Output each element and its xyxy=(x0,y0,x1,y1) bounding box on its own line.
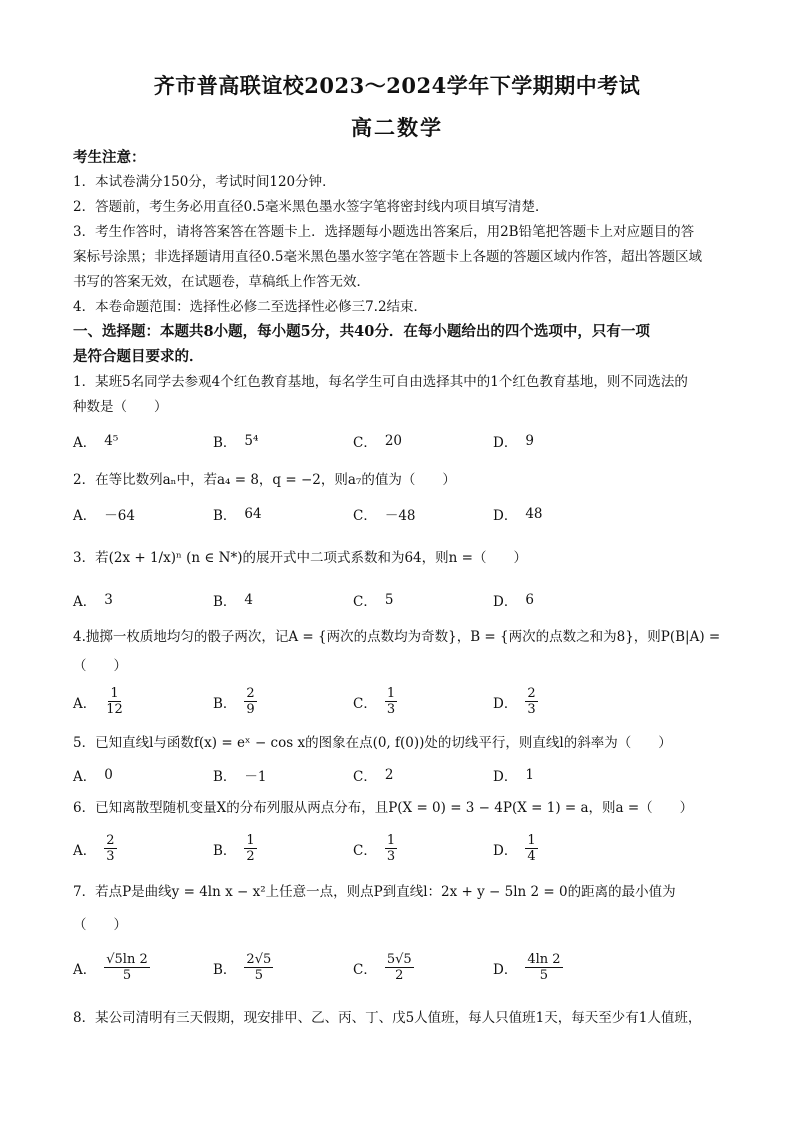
option-d[interactable]: D． 1 xyxy=(493,767,534,785)
question-8-stem: 8．某公司清明有三天假期，现安排甲、乙、丙、丁、戊5人值班，每人只值班1天，每天至少有1人值班， xyxy=(73,1010,702,1026)
option-text: 2 xyxy=(384,767,394,783)
option-text: 5 xyxy=(384,592,394,608)
option-d[interactable]: D． 48 xyxy=(493,506,543,524)
option-c[interactable]: C． 20 xyxy=(353,433,403,451)
question-4-stem: 4.抛掷一枚质地均匀的骰子两次，记A = {两次的点数均为奇数}，B = {两次的点数之和为8}，则P(B|A) = xyxy=(73,629,721,645)
option-text: 4 xyxy=(244,592,254,608)
option-a[interactable]: A． $\frac{2}{3}$ xyxy=(73,833,115,864)
option-a[interactable]: A． 3 xyxy=(73,592,113,610)
question-6-options xyxy=(73,833,724,869)
option-text: 9 xyxy=(525,433,534,449)
question-6-stem: 6．已知离散型随机变量X的分布列服从两点分布，且P(X = 0) = 3 − 4P(X = 1) = a，则a =（ ） xyxy=(73,800,694,816)
question-3-stem: 3．若(2x + 1/x)ⁿ (n ∈ N*)的展开式中二项式系数和为64，则n =（ ） xyxy=(73,550,527,566)
section-heading: 是符合题目要求的． xyxy=(73,348,204,365)
notice-item: 2．答题前，考生务必用直径0.5毫米黑色墨水签字笔将密封线内项目填写清楚． xyxy=(73,199,549,215)
notice-item: 1．本试卷满分150分，考试时间120分钟． xyxy=(73,174,336,190)
option-b[interactable]: B． －1 xyxy=(213,765,267,785)
fraction: $\frac{5√5}{2}$ xyxy=(386,952,412,983)
fraction: $\frac{1}{3}$ xyxy=(386,686,396,717)
option-text: 6 xyxy=(525,592,534,608)
question-3-options xyxy=(73,590,724,612)
option-b[interactable]: B． $\frac{1}{2}$ xyxy=(213,833,255,864)
question-1-options xyxy=(73,431,724,453)
fraction: $\frac{√5\ln 2}{5}$ xyxy=(106,952,148,983)
exam-subject: 高二数学 xyxy=(351,115,443,140)
notice-item: 4．本卷命题范围：选择性必修二至选择性必修三7.2结束． xyxy=(73,299,428,315)
option-c[interactable]: C． $\frac{1}{3}$ xyxy=(353,686,396,717)
option-d[interactable]: D． $\frac{2}{3}$ xyxy=(493,686,536,717)
option-text: 1 xyxy=(525,767,534,783)
fraction: $\frac{1}{3}$ xyxy=(386,833,396,864)
question-5-options xyxy=(73,765,724,787)
question-7-options xyxy=(73,952,724,990)
option-text: 5⁴ xyxy=(244,433,259,449)
question-7-stem: （ ） xyxy=(73,917,127,933)
option-text: －1 xyxy=(244,769,267,785)
option-c[interactable]: C． $\frac{1}{3}$ xyxy=(353,833,396,864)
option-a[interactable]: A． $\frac{1}{12}$ xyxy=(73,686,123,717)
question-4-options xyxy=(73,686,724,722)
question-1-stem: 1．某班5名同学去参观4个红色教育基地，每名学生可自由选择其中的1个红色教育基地，则不同选法的 xyxy=(73,374,688,390)
fraction: $\frac{2}{3}$ xyxy=(106,833,115,864)
option-text: 4⁵ xyxy=(104,433,119,449)
option-a[interactable]: A． －64 xyxy=(73,504,135,524)
option-d[interactable]: D． $\frac{1}{4}$ xyxy=(493,833,536,864)
notice-item: 案标号涂黑；非选择题请用直径0.5毫米黑色墨水签字笔在答题卡上各题的答题区域内作答，超出答题区域 xyxy=(73,249,702,265)
option-c[interactable]: C． －48 xyxy=(353,504,416,524)
fraction: $\frac{2}{3}$ xyxy=(527,686,536,717)
notice-item: 书写的答案无效，在试题卷，草稿纸上作答无效． xyxy=(73,274,370,290)
option-text: －64 xyxy=(104,508,135,524)
option-b[interactable]: B． 4 xyxy=(213,592,254,610)
option-b[interactable]: B． 5⁴ xyxy=(213,433,259,451)
exam-title: 齐市普高联谊校2023～2024学年下学期期中考试 xyxy=(153,73,641,98)
fraction: $\frac{2}{9}$ xyxy=(246,686,255,717)
option-d[interactable]: D． 6 xyxy=(493,592,534,610)
option-d[interactable]: D． $\frac{4\ln 2}{5}$ xyxy=(493,952,561,983)
notice-item: 3．考生作答时，请将答案答在答题卡上．选择题每小题选出答案后，用2B铅笔把答题卡上对应题目的答 xyxy=(73,224,695,240)
option-c[interactable]: C． $\frac{5√5}{2}$ xyxy=(353,952,412,983)
option-text: 64 xyxy=(244,506,262,522)
fraction: $\frac{1}{12}$ xyxy=(106,686,123,717)
question-2-stem: 2．在等比数列aₙ中，若a₄ = 8，q = −2，则a₇的值为（ ） xyxy=(73,472,456,488)
question-2-options xyxy=(73,504,724,526)
question-4-stem: （ ） xyxy=(73,658,127,674)
option-a[interactable]: A． $\frac{√5\ln 2}{5}$ xyxy=(73,952,148,983)
section-heading: 一、选择题：本题共8小题，每小题5分，共40分．在每小题给出的四个选项中，只有一项 xyxy=(73,323,650,340)
fraction: $\frac{1}{4}$ xyxy=(527,833,536,864)
option-b[interactable]: B． $\frac{2}{9}$ xyxy=(213,686,255,717)
notice-heading: 考生注意： xyxy=(73,149,146,166)
option-d[interactable]: D． 9 xyxy=(493,433,534,451)
option-text: 3 xyxy=(104,592,113,608)
option-text: 48 xyxy=(525,506,543,522)
fraction: $\frac{1}{2}$ xyxy=(246,833,255,864)
fraction: $\frac{2√5}{5}$ xyxy=(246,952,272,983)
question-1-stem: 种数是（ ） xyxy=(73,399,168,415)
option-text: －48 xyxy=(384,508,416,524)
option-c[interactable]: C． 5 xyxy=(353,592,394,610)
fraction: $\frac{4\ln 2}{5}$ xyxy=(527,952,561,983)
question-7-stem: 7．若点P是曲线y = 4ln x − x²上任意一点，则点P到直线l：2x + y − 5ln 2 = 0的距离的最小值为 xyxy=(73,884,676,900)
option-a[interactable]: A． 0 xyxy=(73,767,113,785)
option-a[interactable]: A． 4⁵ xyxy=(73,433,119,451)
question-5-stem: 5．已知直线l与函数f(x) = eˣ − cos x的图象在点(0, f(0))处的切线平行，则直线l的斜率为（ ） xyxy=(73,735,672,751)
option-c[interactable]: C． 2 xyxy=(353,767,394,785)
option-b[interactable]: B． 64 xyxy=(213,506,262,524)
option-b[interactable]: B． $\frac{2√5}{5}$ xyxy=(213,952,272,983)
option-text: 0 xyxy=(104,767,113,783)
option-text: 20 xyxy=(384,433,403,449)
